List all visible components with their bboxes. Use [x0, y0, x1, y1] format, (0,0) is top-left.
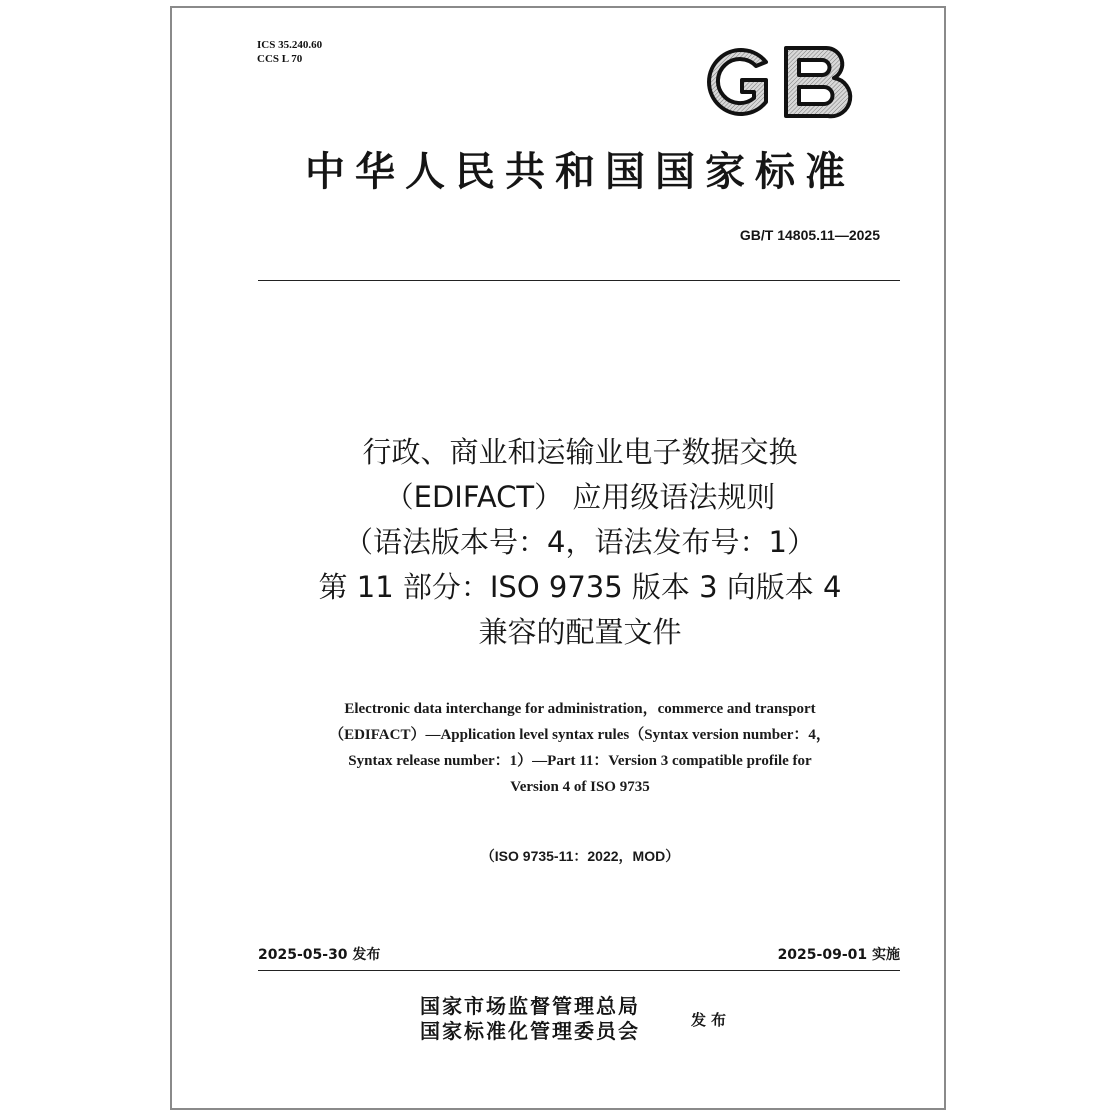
issue-date: 2025-05-30 发布	[258, 947, 381, 963]
publish-label: 发布	[691, 1011, 732, 1029]
gb-standard-logo-icon	[700, 42, 856, 122]
ics-code: ICS 35.240.60	[257, 39, 323, 51]
publisher-samr: 国家市场监督管理总局	[420, 994, 640, 1018]
chinese-title-line-1: 行政、商业和运输业电子数据交换	[362, 435, 798, 469]
chinese-title-line-5: 兼容的配置文件	[478, 615, 682, 649]
english-title-line-4: Version 4 of ISO 9735	[510, 779, 650, 795]
chinese-title-line-4: 第 11 部分：ISO 9735 版本 3 向版本 4	[318, 570, 842, 604]
classification-codes	[257, 38, 322, 66]
bottom-divider	[258, 970, 900, 971]
chinese-title	[230, 430, 930, 655]
implementation-date: 2025-09-01 实施	[777, 947, 900, 963]
national-standard-title: 中华人民共和国国家标准	[305, 149, 855, 195]
english-title-line-2: （EDIFACT）—Application level syntax rules（Syntax version number：4，	[329, 727, 831, 743]
chinese-title-line-3: （语法版本号：4，语法发布号：1）	[344, 525, 816, 559]
top-divider	[258, 280, 900, 281]
english-title	[230, 696, 930, 800]
publishers	[420, 994, 640, 1044]
iso-reference: （ISO 9735-11：2022，MOD）	[480, 848, 680, 864]
english-title-line-1: Electronic data interchange for administration，commerce and transport	[344, 701, 816, 717]
english-title-line-3: Syntax release number：1）—Part 11：Version 3 compatible profile for	[348, 753, 812, 769]
standard-number: GB/T 14805.11—2025	[739, 227, 880, 243]
ccs-code: CCS L 70	[257, 53, 303, 65]
chinese-title-line-2: （EDIFACT） 应用级语法规则	[384, 480, 776, 514]
publisher-sac: 国家标准化管理委员会	[420, 1019, 640, 1043]
